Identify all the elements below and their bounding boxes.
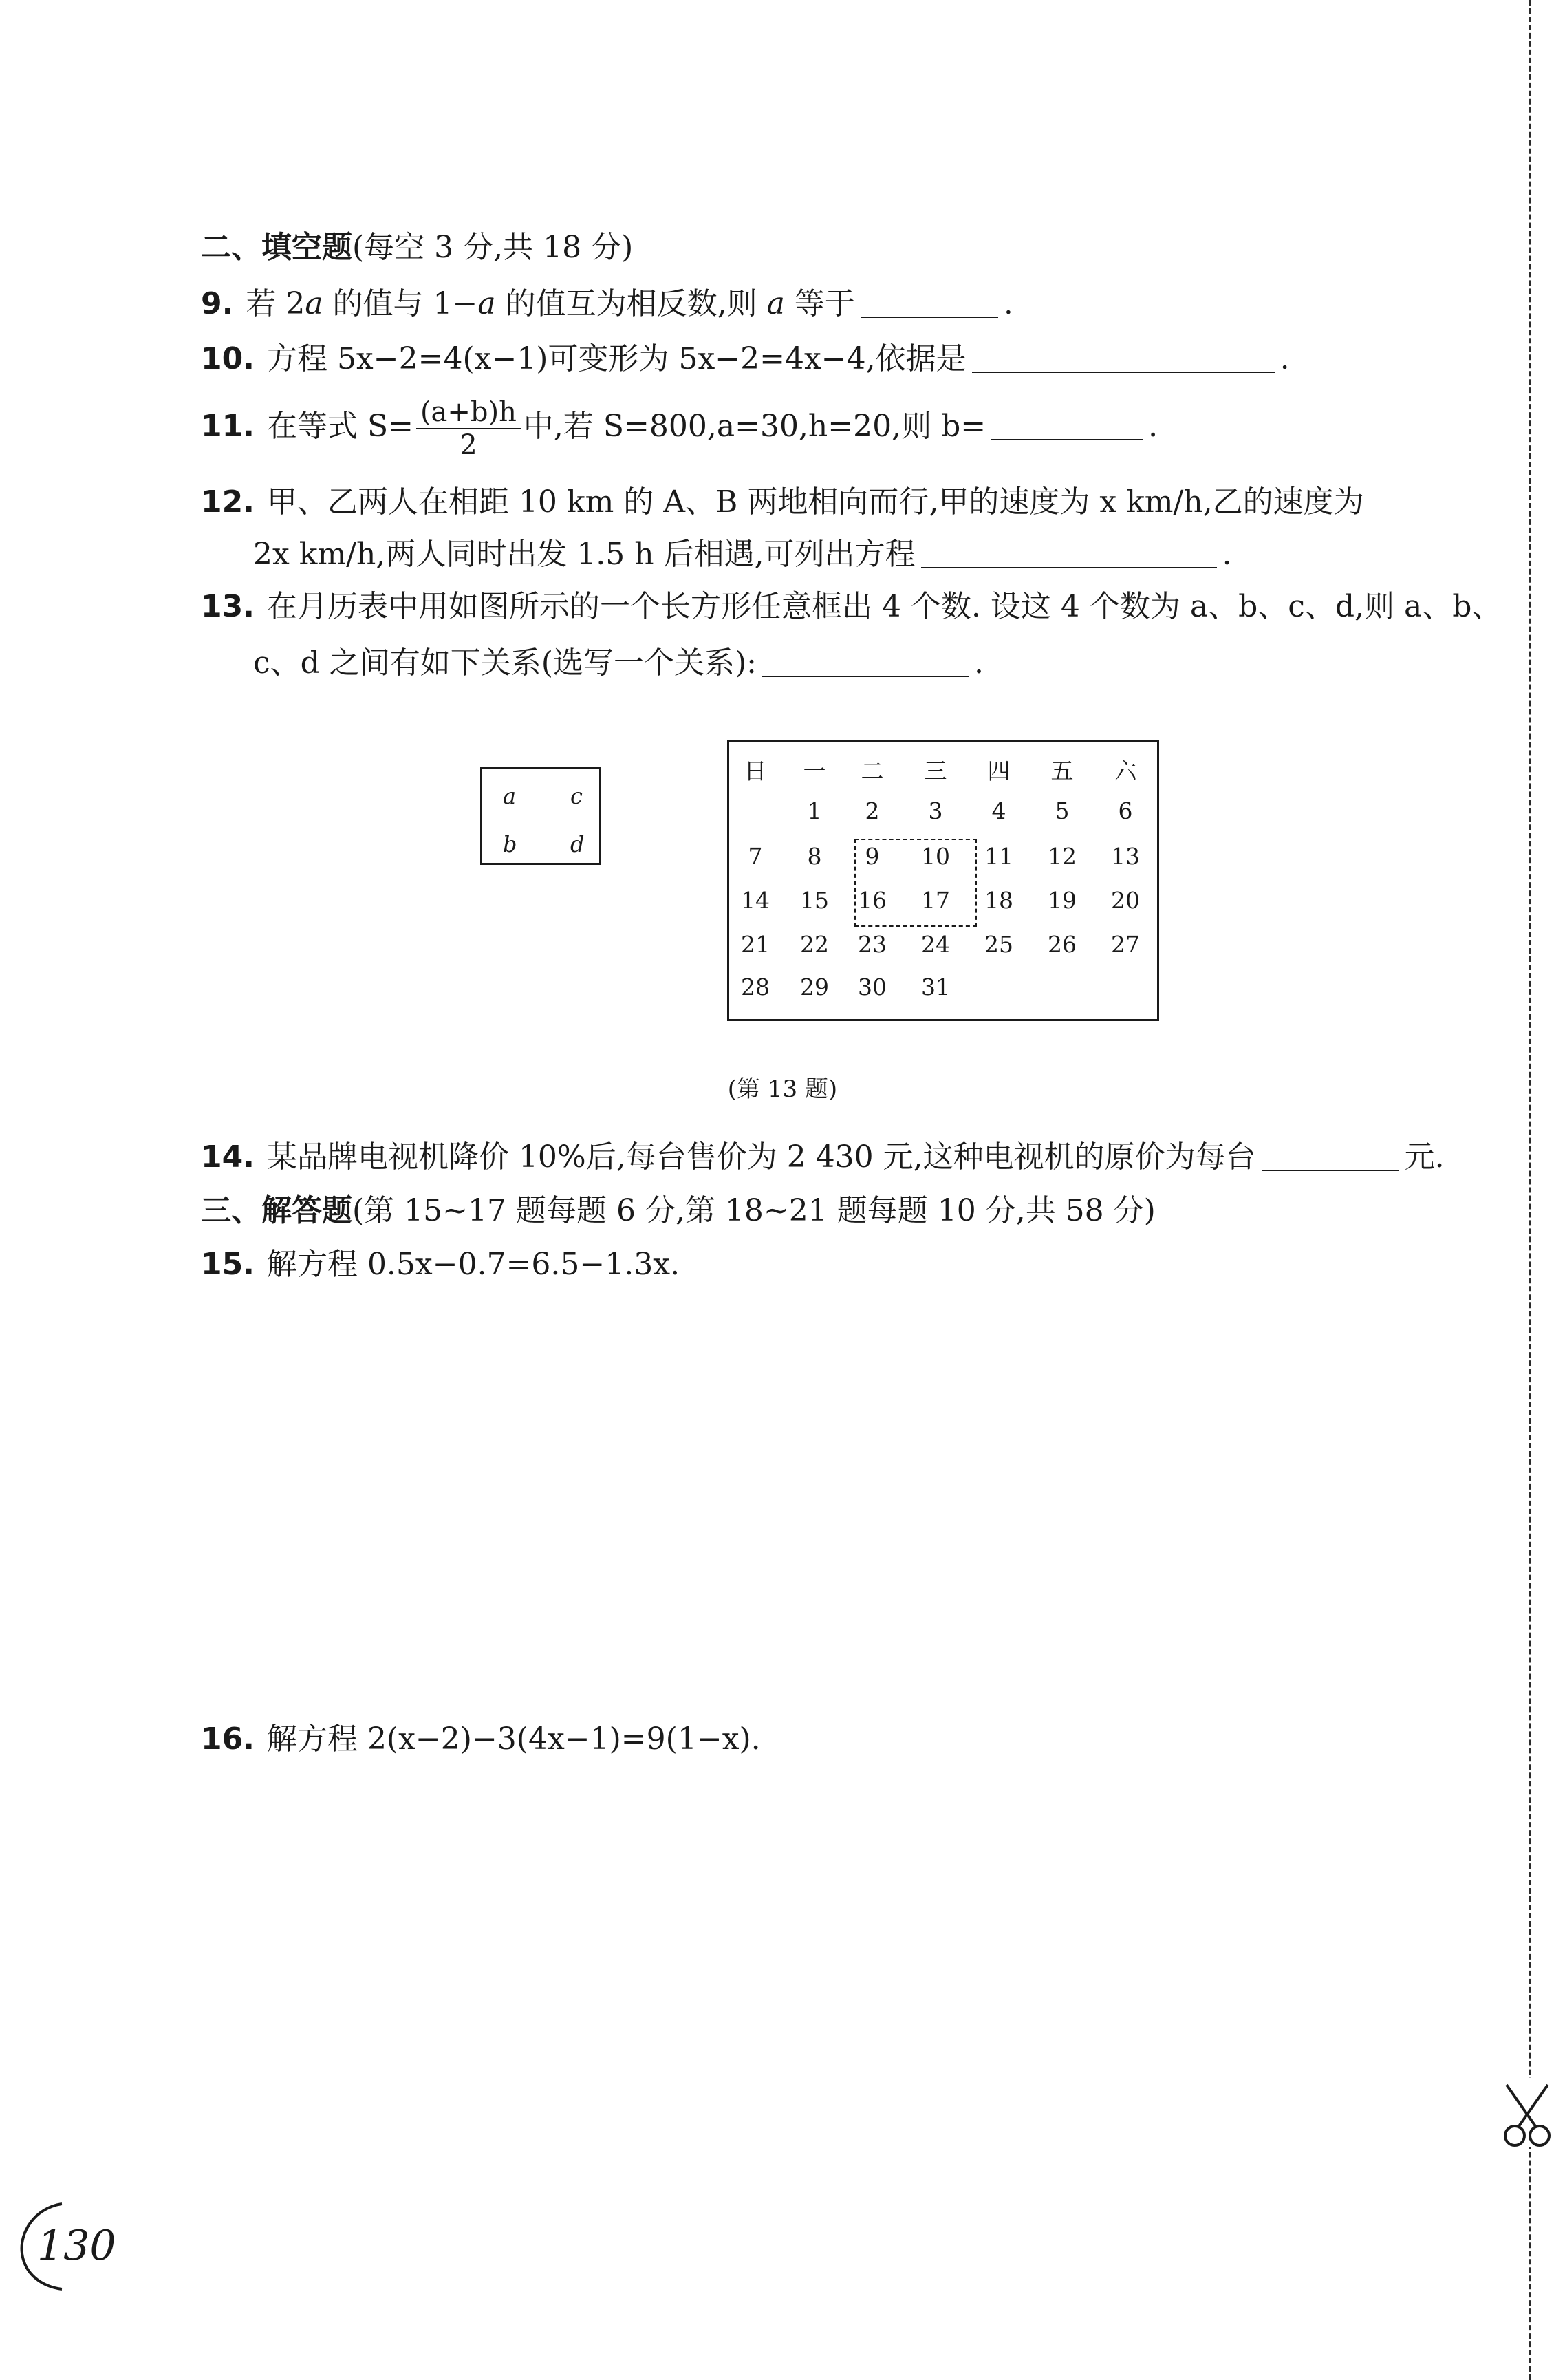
calendar-day: 11 [984, 843, 1013, 870]
calendar-weekday-header: 一 [803, 758, 826, 784]
calendar-day: 19 [1048, 887, 1077, 914]
question-number: 9. [201, 286, 234, 321]
question-16 [201, 1719, 761, 1760]
fraction [416, 396, 521, 461]
question-14 [201, 1137, 1445, 1178]
calendar-day: 15 [800, 887, 829, 914]
calendar-day: 4 [991, 797, 1006, 824]
question-text: 方程 5x−2=4(x−1)可变形为 5x−2=4x−4,依据是 [266, 341, 967, 376]
period: . [1222, 537, 1232, 572]
answer-blank[interactable] [972, 344, 1275, 373]
calendar-day: 3 [928, 797, 943, 824]
calendar-day: 25 [984, 931, 1013, 958]
calendar-day: 7 [748, 843, 763, 870]
calendar-day: 2 [865, 797, 880, 824]
calendar-day: 21 [741, 931, 770, 958]
page-number: 130 [37, 2222, 116, 2270]
calendar-day: 1 [807, 797, 822, 824]
fraction-denominator: 2 [460, 429, 477, 461]
period: . [1003, 286, 1013, 321]
answer-blank[interactable] [762, 648, 969, 677]
calendar-day: 13 [1111, 843, 1140, 870]
question-13-line-2 [253, 643, 984, 684]
section-heading-fill-in [201, 227, 633, 268]
variable: a [305, 286, 323, 321]
cut-line [1529, 0, 1531, 2380]
calendar-day: 12 [1048, 843, 1077, 870]
question-text: 2x km/h,两人同时出发 1.5 h 后相遇,可列出方程 [253, 537, 916, 572]
question-number: 16. [201, 1722, 255, 1757]
question-text: 解方程 0.5x−0.7=6.5−1.3x. [266, 1247, 680, 1282]
question-number: 12. [201, 484, 255, 519]
question-text: 在等式 S= [266, 409, 413, 444]
question-15 [201, 1244, 680, 1285]
section-note: (每空 3 分,共 18 分) [352, 230, 634, 265]
question-text: 的值与 1− [323, 286, 478, 321]
calendar-day: 16 [858, 887, 887, 914]
section-note: (第 15~17 题每题 6 分,第 18~21 题每题 10 分,共 58 分) [352, 1193, 1156, 1228]
section-title: 二、填空题 [201, 230, 352, 265]
calendar-weekday-header: 日 [744, 758, 767, 784]
calendar-day: 28 [741, 974, 770, 1000]
box-label-b: b [503, 831, 517, 857]
period: . [1280, 341, 1290, 376]
question-text: 的值互为相反数,则 [495, 286, 767, 321]
question-13-line-1 [201, 586, 1502, 628]
calendar-day: 24 [921, 931, 950, 958]
variable: a [477, 286, 496, 321]
period: . [1148, 409, 1158, 444]
calendar-weekday-header: 五 [1050, 758, 1074, 784]
box-label-c: c [570, 783, 583, 809]
question-12-line-2 [253, 534, 1232, 575]
calendar-day: 8 [807, 843, 822, 870]
calendar-day: 9 [865, 843, 880, 870]
figure-caption: (第 13 题) [727, 1075, 838, 1103]
calendar-day: 26 [1048, 931, 1077, 958]
question-9 [201, 283, 1013, 325]
question-text: 某品牌电视机降价 10%后,每台售价为 2 430 元,这种电视机的原价为每台 [266, 1139, 1256, 1175]
calendar-weekday-header: 二 [861, 758, 884, 784]
calendar-day: 30 [858, 974, 887, 1000]
question-text: 在月历表中用如图所示的一个长方形任意框出 4 个数. 设这 4 个数为 a、b、c、d,则 a、b、 [266, 589, 1502, 624]
calendar-day: 29 [800, 974, 829, 1000]
variable: a [766, 286, 785, 321]
calendar-day: 10 [921, 843, 950, 870]
question-text: 甲、乙两人在相距 10 km 的 A、B 两地相向而行,甲的速度为 x km/h,乙的速度为 [266, 484, 1364, 519]
question-number: 14. [201, 1139, 255, 1175]
calendar-day: 14 [741, 887, 770, 914]
question-text: c、d 之间有如下关系(选写一个关系): [253, 645, 757, 680]
calendar-day: 17 [921, 887, 950, 914]
question-10 [201, 339, 1290, 380]
question-text: 若 2 [246, 286, 305, 321]
answer-blank[interactable] [991, 411, 1143, 440]
calendar-day: 6 [1118, 797, 1133, 824]
scissors-icon [1493, 2078, 1562, 2154]
question-text: 中,若 S=800,a=30,h=20,则 b= [523, 409, 986, 444]
calendar-figure [727, 740, 1159, 1021]
answer-blank[interactable] [1262, 1142, 1399, 1171]
question-number: 13. [201, 589, 255, 624]
question-number: 15. [201, 1247, 255, 1282]
section-title: 三、解答题 [201, 1193, 352, 1228]
box-label-a: a [503, 783, 517, 809]
calendar-day: 5 [1055, 797, 1070, 824]
question-number: 11. [201, 409, 255, 444]
question-text: 解方程 2(x−2)−3(4x−1)=9(1−x). [266, 1722, 761, 1757]
calendar-weekday-header: 六 [1114, 758, 1137, 784]
page-number-badge [14, 2198, 117, 2295]
question-text: 等于 [784, 286, 855, 321]
answer-blank[interactable] [921, 539, 1217, 568]
answer-blank[interactable] [861, 289, 998, 318]
calendar-day: 18 [984, 887, 1013, 914]
variable-box-figure [480, 767, 601, 865]
calendar-day: 22 [800, 931, 829, 958]
calendar-day: 20 [1111, 887, 1140, 914]
calendar-weekday-header: 四 [987, 758, 1011, 784]
question-text: 元. [1404, 1139, 1445, 1175]
question-number: 10. [201, 341, 255, 376]
box-label-d: d [570, 831, 585, 857]
question-12-line-1 [201, 482, 1364, 523]
period: . [973, 645, 984, 680]
calendar-day: 23 [858, 931, 887, 958]
calendar-day: 27 [1111, 931, 1140, 958]
fraction-numerator: (a+b)h [416, 396, 521, 429]
calendar-day: 31 [921, 974, 950, 1000]
question-11 [201, 392, 1158, 461]
section-heading-solve [201, 1190, 1156, 1232]
calendar-weekday-header: 三 [924, 758, 947, 784]
